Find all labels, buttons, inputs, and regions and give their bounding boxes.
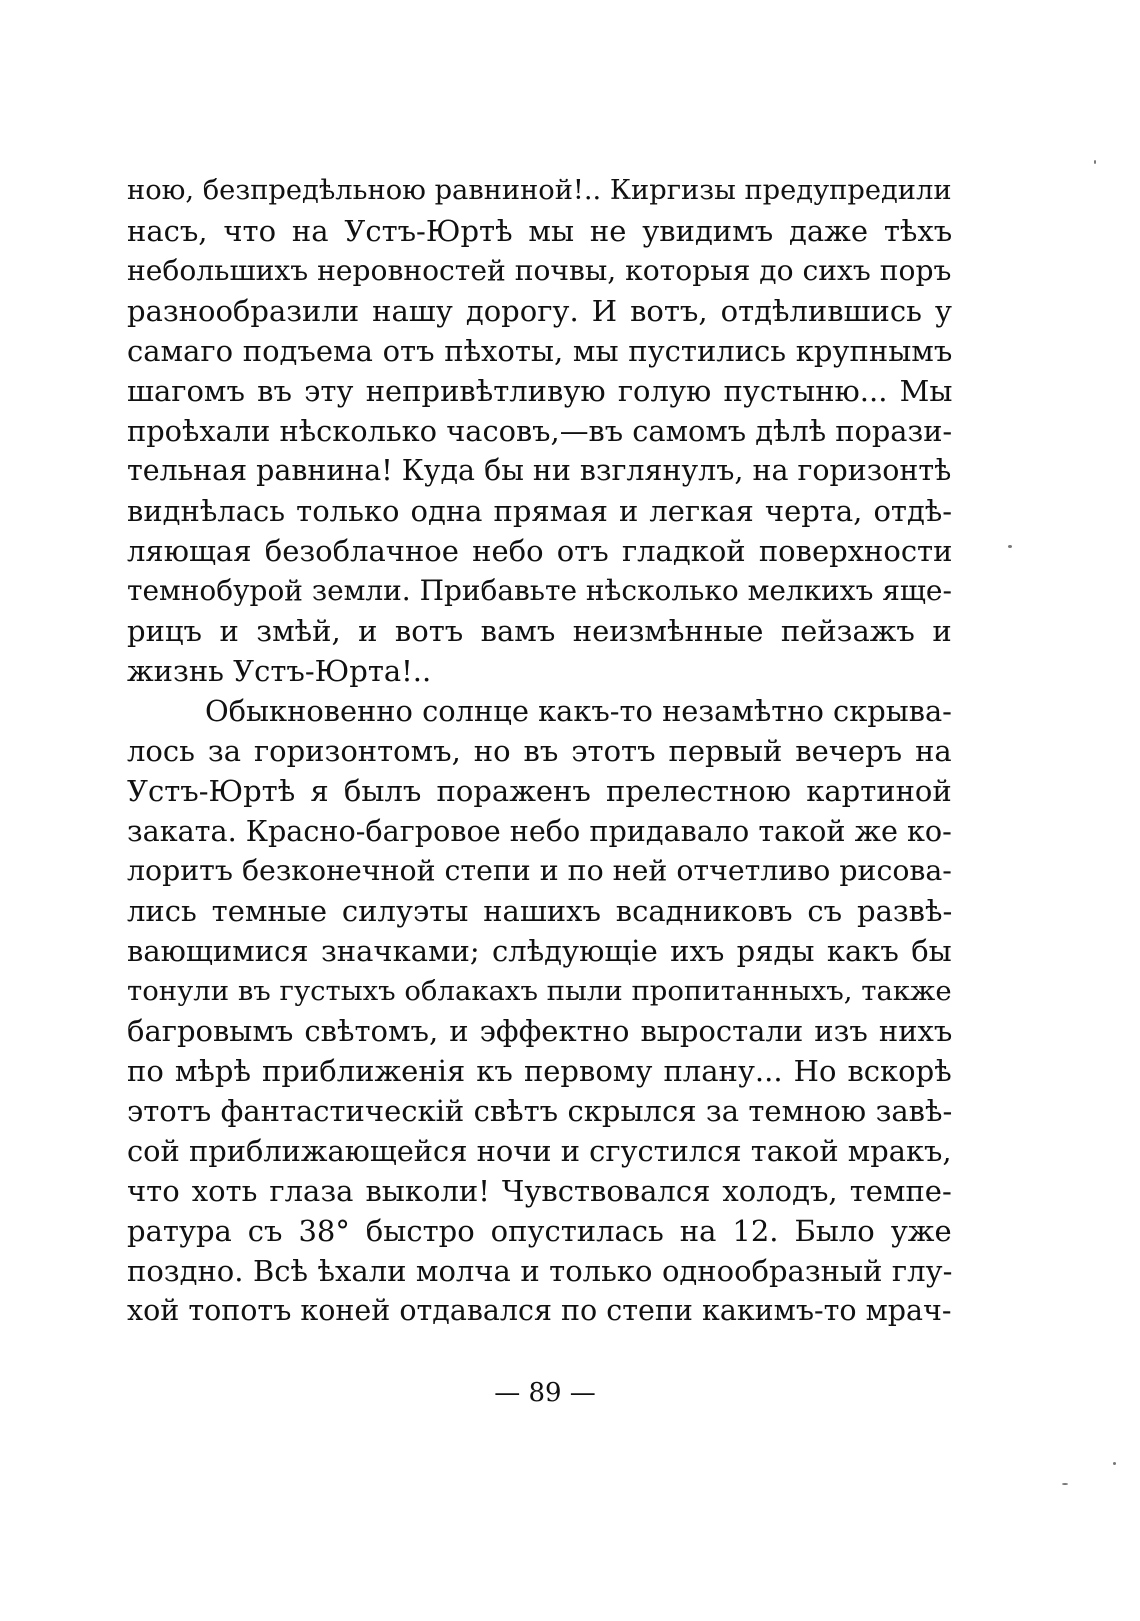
text-line: Устъ-Юртѣ я былъ пораженъ прелестною картиной [127,774,952,808]
text-line: ляющая безоблачное небо отъ гладкой поверхности [127,534,953,568]
text-line: Обыкновенно солнце какъ-то незамѣтно скрыва- [205,694,952,728]
text-line: по мѣрѣ приближенія къ первому плану... Но вскорѣ [127,1054,952,1088]
text-line: ною, безпредѣльною равниной!.. Киргизы предупредили [127,175,952,206]
text-line: виднѣлась только одна прямая и легкая черта, отдѣ- [127,494,953,528]
text-line: жизнь Устъ-Юрта!.. [127,654,432,688]
text-line: насъ, что на Устъ-Юртѣ мы не увидимъ даже тѣхъ [127,214,953,248]
text-line: проѣхали нѣсколько часовъ,—въ самомъ дѣлѣ порази- [127,414,953,448]
text-line: заката. Красно-багровое небо придавало такой же ко- [127,814,952,848]
scan-speck [1062,1483,1068,1485]
text-line: багровымъ свѣтомъ, и эффектно выростали изъ нихъ [127,1014,953,1048]
text-line: хой топотъ коней отдавался по степи какимъ-то мрач- [127,1294,952,1327]
scan-speck [1008,545,1012,548]
text-line: небольшихъ неровностей почвы, которыя до сихъ поръ [127,254,952,287]
text-line: шагомъ въ эту непривѣтливую голую пустыню... Мы [127,374,953,408]
scan-speck [1094,160,1096,164]
text-line: тонули въ густыхъ облакахъ пыли пропитанныхъ, также [127,975,952,1007]
text-line: лоритъ безконечной степи и по ней отчетливо рисова- [127,854,952,887]
text-line: темнобурой земли. Прибавьте нѣсколько мелкихъ яще- [127,574,952,607]
text-line: этотъ фантастическій свѣтъ скрылся за темною завѣ- [127,1094,953,1128]
paragraph-1 [127,171,952,691]
text-line: разнообразили нашу дорогу. И вотъ, отдѣлившись у [127,294,952,328]
text-line: лись темные силуэты нашихъ всадниковъ съ развѣ- [127,894,953,928]
body-text [127,171,952,1331]
text-line: что хоть глаза выколи! Чувствовался холодъ, темпе- [127,1174,952,1208]
page-number: — 89 — [494,1378,596,1408]
scan-speck [1113,1462,1116,1465]
text-line: рицъ и змѣй, и вотъ вамъ неизмѣнные пейзажъ и [127,614,952,648]
paragraph-2 [127,691,952,1331]
text-line: вающимися значками; слѣдующіе ихъ ряды какъ бы [127,934,952,968]
text-line: поздно. Всѣ ѣхали молча и только однообразный глу- [127,1254,953,1288]
text-line: лось за горизонтомъ, но въ этотъ первый вечеръ на [127,734,952,768]
text-line: тельная равнина! Куда бы ни взглянулъ, на горизонтѣ [127,454,952,487]
text-line: самаго подъема отъ пѣхоты, мы пустились крупнымъ [127,334,953,368]
text-line: сой приближающейся ночи и сгустился такой мракъ, [127,1134,952,1168]
text-line: ратура съ 38° быстро опустилась на 12. Было уже [127,1214,952,1248]
